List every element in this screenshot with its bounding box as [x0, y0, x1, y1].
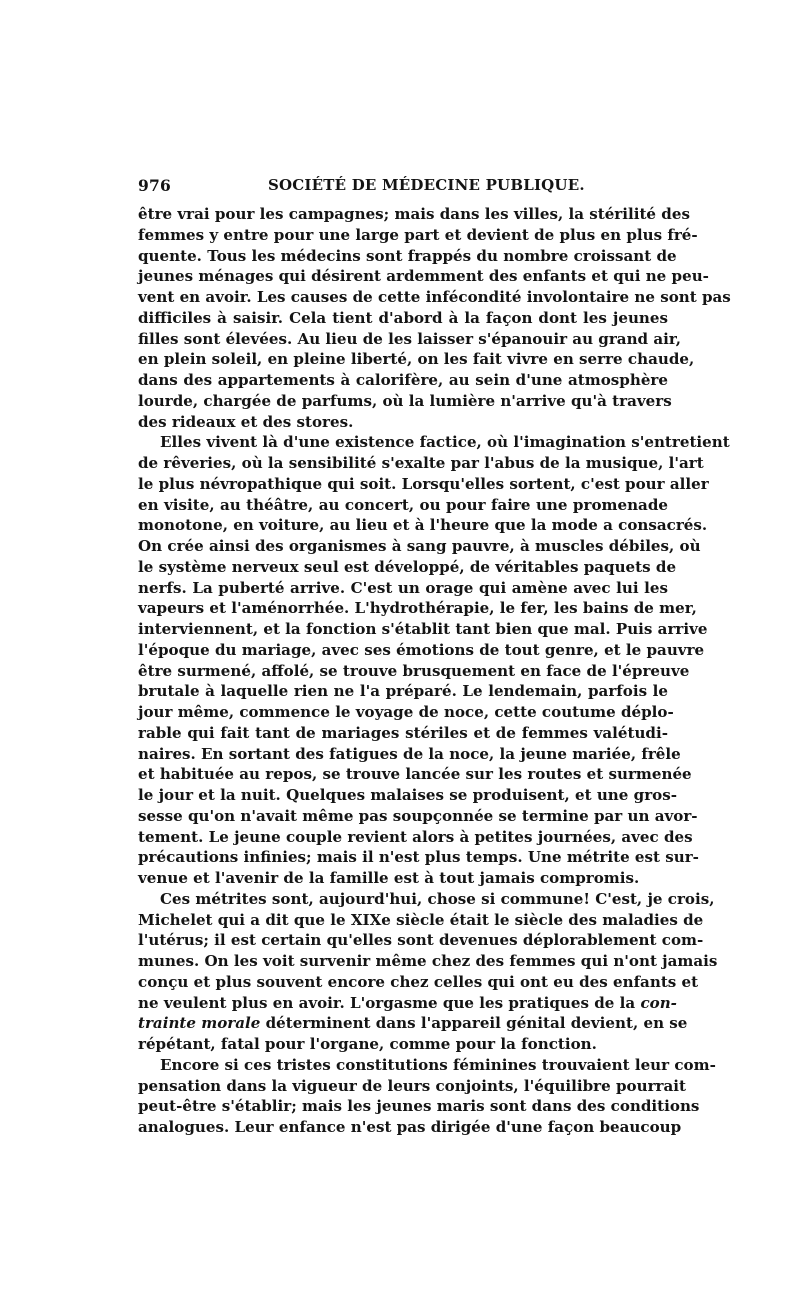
text-line: pensation dans la vigueur de leurs conjoints, l'équilibre pourrait [138, 1076, 686, 1095]
text-line: vapeurs et l'aménorrhée. L'hydrothérapie, le fer, les bains de mer, [138, 599, 697, 618]
text-line: venue et l'avenir de la famille est à tout jamais compromis. [138, 869, 640, 887]
text-line: et habituée au repos, se trouve lancée sur les routes et surmenée [138, 765, 692, 784]
text-line: dans des appartements à calorifère, au sein d'une atmosphère [138, 371, 668, 389]
text-line: l'utérus; il est certain qu'elles sont devenues déplorablement com- [138, 931, 704, 950]
paragraph [138, 432, 730, 889]
text-line: interviennent, et la fonction s'établit tant bien que mal. Puis arrive [138, 620, 708, 638]
text-line: naires. En sortant des fatigues de la noce, la jeune mariée, frêle [138, 744, 681, 763]
text-line: munes. On les voit survenir même chez des femmes qui n'ont jamais [138, 952, 718, 970]
text-line: Encore si ces tristes constitutions féminines trouvaient leur com- [160, 1055, 716, 1074]
text-line: On crée ainsi des organismes à sang pauvre, à muscles débiles, où [138, 537, 701, 555]
text-line: nerfs. La puberté arrive. C'est un orage qui amène avec lui les [138, 578, 668, 597]
text-line: jour même, commence le voyage de noce, cette coutume déplo- [138, 703, 674, 721]
book-page [138, 174, 731, 1138]
text-line: analogues. Leur enfance n'est pas dirigée d'une façon beaucoup [138, 1118, 682, 1136]
text-line: en plein soleil, en pleine liberté, on les fait vivre en serre chaude, [138, 350, 695, 369]
text-line: être surmené, affolé, se trouve brusquement en face de l'épreuve [138, 661, 690, 680]
text-line: monotone, en voiture, au lieu et à l'heure que la mode a consacrés. [138, 516, 708, 535]
paragraph [138, 204, 731, 432]
text-line: le système nerveux seul est développé, de véritables paquets de [138, 557, 677, 576]
text-line: femmes y entre pour une large part et devient de plus en plus fré- [138, 225, 698, 244]
paragraph [138, 889, 718, 1055]
paragraph [138, 1055, 716, 1138]
text-line: tement. Le jeune couple revient alors à petites journées, avec des [138, 827, 693, 846]
text-line: difficiles à saisir. Cela tient d'abord à la façon dont les jeunes [138, 308, 668, 327]
text-line: Elles vivent là d'une existence factice, où l'imagination s'entretient [160, 433, 730, 452]
text-line: lourde, chargée de parfums, où la lumière n'arrive qu'à travers [138, 391, 672, 410]
text-line: vent en avoir. Les causes de cette infécondité involontaire ne sont pas [138, 288, 731, 306]
body-text [138, 204, 731, 1138]
text-line: le jour et la nuit. Quelques malaises se produisent, et une gros- [138, 786, 677, 804]
text-line: rable qui fait tant de mariages stériles et de femmes valétudi- [138, 723, 668, 742]
page-number: 976 [138, 176, 171, 195]
text-line: sesse qu'on n'avait même pas soupçonnée se termine par un avor- [138, 806, 698, 825]
text-line: ne veulent plus en avoir. L'orgasme que les pratiques de la con- [138, 993, 677, 1012]
text-line: brutale à laquelle rien ne l'a préparé. Le lendemain, parfois le [138, 682, 668, 701]
text-line: quente. Tous les médecins sont frappés du nombre croissant de [138, 246, 677, 265]
text-line: de rêveries, où la sensibilité s'exalte par l'abus de la musique, l'art [138, 454, 704, 472]
text-line: filles sont élevées. Au lieu de les laisser s'épanouir au grand air, [138, 329, 681, 348]
text-line: l'époque du mariage, avec ses émotions de tout genre, et le pauvre [138, 640, 705, 659]
running-title: SOCIÉTÉ DE MÉDECINE PUBLIQUE. [268, 176, 585, 194]
text-line: peut-être s'établir; mais les jeunes maris sont dans des conditions [138, 1097, 700, 1116]
text-line: des rideaux et des stores. [138, 412, 354, 431]
text-line: en visite, au théâtre, au concert, ou pour faire une promenade [138, 495, 668, 514]
running-head [138, 174, 668, 204]
text-line: jeunes ménages qui désirent ardemment des enfants et qui ne peu- [138, 267, 709, 286]
text-line: le plus névropathique qui soit. Lorsqu'elles sortent, c'est pour aller [138, 474, 709, 493]
text-line: être vrai pour les campagnes; mais dans les villes, la stérilité des [138, 205, 690, 223]
text-line: conçu et plus souvent encore chez celles qui ont eu des enfants et [138, 972, 699, 991]
text-line: trainte morale déterminent dans l'appareil génital devient, en se [138, 1014, 688, 1033]
text-line: précautions infinies; mais il n'est plus temps. Une métrite est sur- [138, 848, 699, 867]
text-line: Ces métrites sont, aujourd'hui, chose si commune! C'est, je crois, [160, 889, 715, 908]
text-line: répétant, fatal pour l'organe, comme pour la fonction. [138, 1035, 597, 1053]
text-line: Michelet qui a dit que le XIXe siècle était le siècle des maladies de [138, 910, 704, 929]
